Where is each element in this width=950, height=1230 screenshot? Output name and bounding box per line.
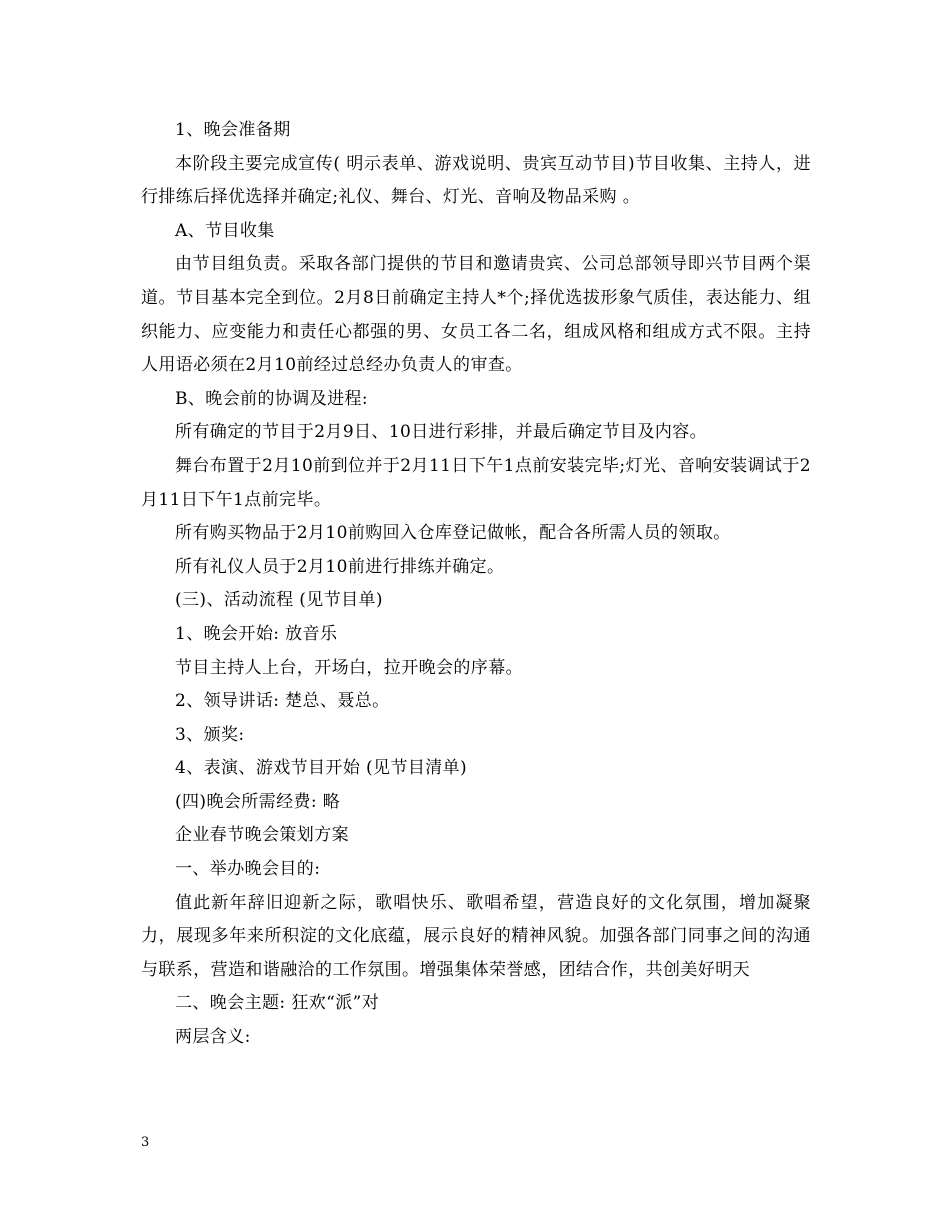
paragraph-8: 所有购买物品于2月10前购回入仓库登记做帐，配合各所需人员的领取。	[175, 523, 731, 544]
paragraph-14: 3、颁奖:	[175, 724, 245, 745]
paragraph-21: 两层含义:	[175, 1027, 251, 1048]
paragraph-16: (四)晚会所需经费: 略	[175, 791, 341, 812]
paragraph-19: 值此新年辞旧迎新之际，歌唱快乐、歌唱希望，营造良好的文化氛围，增加凝聚力，展现多年来所积淀的文化底蕴，展示良好的精神风貌。加强各部门同事之间的沟通与联系，营造和谐融洽的工作氛围。增强集体荣誉感，团结合作，共创美好明天	[141, 892, 811, 980]
paragraph-11: 1、晚会开始: 放音乐	[175, 623, 338, 644]
paragraph-20: 二、晚会主题: 狂欢“派”对	[175, 993, 380, 1014]
paragraph-5: B、晚会前的协调及进程:	[175, 388, 369, 409]
paragraph-3: A、节目收集	[175, 220, 275, 241]
paragraph-6: 所有确定的节目于2月9日、10日进行彩排，并最后确定节目及内容。	[175, 422, 708, 443]
paragraph-1: 1、晚会准备期	[175, 120, 291, 140]
document-body	[141, 114, 811, 1055]
paragraph-10: (三)、活动流程 (见节目单)	[175, 590, 383, 611]
paragraph-12: 节目主持人上台，开场白，拉开晚会的序幕。	[175, 657, 523, 678]
paragraph-15: 4、表演、游戏节目开始 (见节目清单)	[175, 758, 468, 779]
paragraph-4: 由节目组负责。采取各部门提供的节目和邀请贵宾、公司总部领导即兴节目两个渠道。节目基本完全到位。2月8日前确定主持人*个;择优选拔形象气质佳，表达能力、组织能力、应变能力和责任心都强的男、女员工各二名，组成风格和组成方式不限。主持人用语必须在2月10前经过总经办负责人的审查。	[141, 254, 811, 376]
paragraph-17: 企业春节晚会策划方案	[175, 825, 349, 846]
page-number: 3	[141, 1135, 150, 1150]
paragraph-7: 舞台布置于2月10前到位并于2月11日下午1点前安装完毕;灯光、音响安装调试于2月11日下午1点前完毕。	[141, 455, 811, 510]
paragraph-13: 2、领导讲话: 楚总、聂总。	[175, 691, 390, 712]
paragraph-18: 一、举办晚会目的:	[175, 859, 321, 880]
paragraph-9: 所有礼仪人员于2月10前进行排练并确定。	[175, 556, 505, 577]
paragraph-2: 本阶段主要完成宣传( 明示表单、游戏说明、贵宾互动节目)节目收集、主持人，进行排练后择优选择并确定;礼仪、舞台、灯光、音响及物品采购 。	[141, 153, 811, 208]
